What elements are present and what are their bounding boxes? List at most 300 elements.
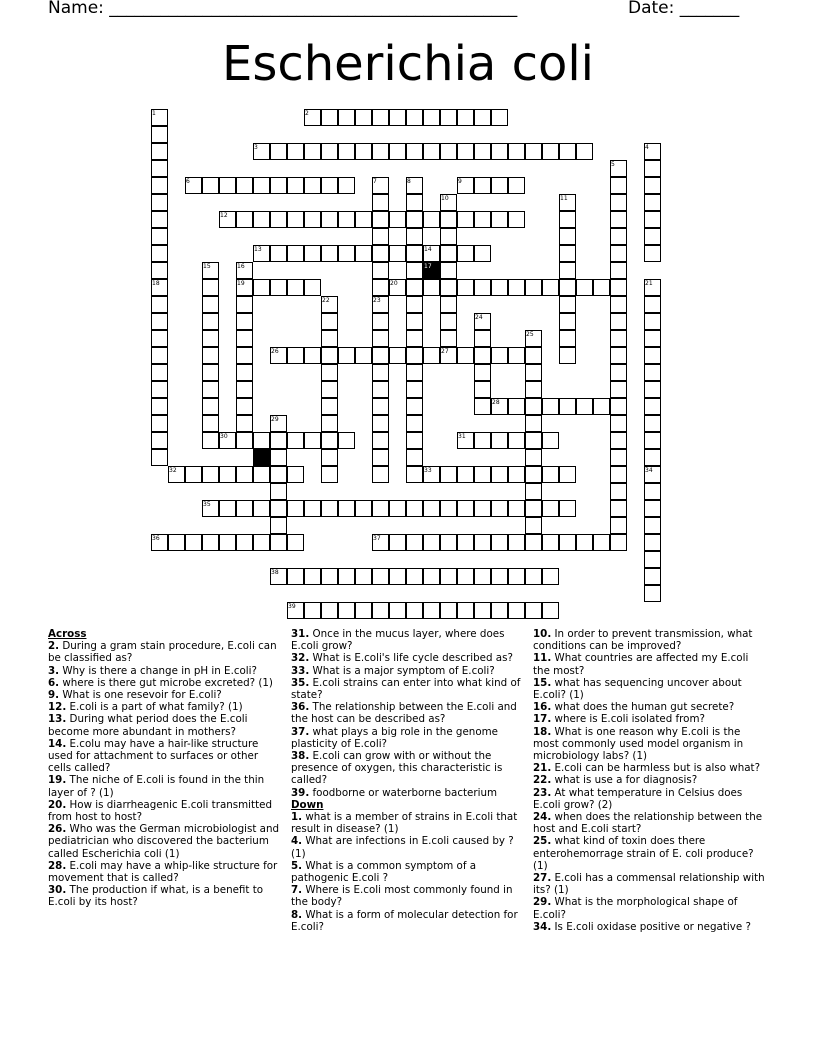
grid-cell[interactable]: [559, 262, 576, 279]
grid-cell[interactable]: [202, 466, 219, 483]
grid-cell[interactable]: [270, 211, 287, 228]
grid-cell[interactable]: [321, 245, 338, 262]
grid-cell[interactable]: [321, 449, 338, 466]
grid-cell[interactable]: [185, 534, 202, 551]
grid-cell[interactable]: [440, 466, 457, 483]
grid-cell[interactable]: [406, 381, 423, 398]
grid-cell[interactable]: [406, 432, 423, 449]
grid-cell[interactable]: [151, 126, 168, 143]
grid-cell[interactable]: [202, 313, 219, 330]
grid-cell[interactable]: [474, 364, 491, 381]
grid-cell[interactable]: [389, 602, 406, 619]
grid-cell[interactable]: [457, 534, 474, 551]
grid-cell[interactable]: [508, 602, 525, 619]
grid-cell[interactable]: [423, 568, 440, 585]
grid-cell[interactable]: [270, 534, 287, 551]
grid-cell[interactable]: [321, 398, 338, 415]
grid-cell[interactable]: [355, 602, 372, 619]
grid-cell[interactable]: [406, 194, 423, 211]
grid-cell[interactable]: [559, 279, 576, 296]
grid-cell[interactable]: [559, 534, 576, 551]
grid-cell[interactable]: [253, 432, 270, 449]
grid-cell[interactable]: [593, 279, 610, 296]
grid-cell[interactable]: [508, 500, 525, 517]
grid-cell[interactable]: [202, 534, 219, 551]
grid-cell[interactable]: [304, 568, 321, 585]
grid-cell[interactable]: [474, 279, 491, 296]
grid-cell[interactable]: [525, 279, 542, 296]
grid-cell[interactable]: [440, 568, 457, 585]
grid-cell[interactable]: [491, 500, 508, 517]
grid-cell[interactable]: [151, 143, 168, 160]
grid-cell[interactable]: [338, 568, 355, 585]
grid-cell[interactable]: [304, 177, 321, 194]
grid-cell[interactable]: [287, 143, 304, 160]
grid-cell[interactable]: [423, 500, 440, 517]
grid-cell[interactable]: [321, 109, 338, 126]
grid-cell[interactable]: [338, 143, 355, 160]
grid-cell[interactable]: [644, 347, 661, 364]
grid-cell[interactable]: [287, 534, 304, 551]
grid-cell[interactable]: [542, 398, 559, 415]
grid-cell[interactable]: [406, 211, 423, 228]
grid-cell[interactable]: [304, 143, 321, 160]
grid-cell[interactable]: [372, 415, 389, 432]
grid-cell[interactable]: [474, 143, 491, 160]
grid-cell[interactable]: [287, 211, 304, 228]
grid-cell[interactable]: [644, 398, 661, 415]
grid-cell[interactable]: [644, 585, 661, 602]
grid-cell[interactable]: [287, 568, 304, 585]
grid-cell[interactable]: [474, 534, 491, 551]
grid-cell[interactable]: [474, 466, 491, 483]
grid-cell[interactable]: [236, 466, 253, 483]
grid-cell[interactable]: [610, 398, 627, 415]
grid-cell[interactable]: [440, 500, 457, 517]
grid-cell[interactable]: [610, 432, 627, 449]
grid-cell[interactable]: [491, 279, 508, 296]
grid-cell[interactable]: [338, 602, 355, 619]
grid-cell[interactable]: [457, 211, 474, 228]
grid-cell[interactable]: [406, 398, 423, 415]
grid-cell[interactable]: [457, 466, 474, 483]
grid-cell[interactable]: [440, 602, 457, 619]
grid-cell[interactable]: [151, 381, 168, 398]
grid-cell[interactable]: [559, 313, 576, 330]
grid-cell[interactable]: [287, 500, 304, 517]
grid-cell[interactable]: [525, 415, 542, 432]
grid-cell[interactable]: [457, 143, 474, 160]
grid-cell[interactable]: [525, 143, 542, 160]
grid-cell[interactable]: [542, 534, 559, 551]
grid-cell[interactable]: [389, 211, 406, 228]
grid-cell[interactable]: [525, 432, 542, 449]
grid-cell[interactable]: [338, 500, 355, 517]
grid-cell[interactable]: [576, 279, 593, 296]
grid-cell[interactable]: [423, 347, 440, 364]
grid-cell[interactable]: [525, 381, 542, 398]
grid-cell[interactable]: [355, 568, 372, 585]
grid-cell[interactable]: [610, 449, 627, 466]
grid-cell[interactable]: [474, 568, 491, 585]
grid-cell[interactable]: [321, 330, 338, 347]
grid-cell[interactable]: [542, 432, 559, 449]
grid-cell[interactable]: [287, 432, 304, 449]
grid-cell[interactable]: [355, 500, 372, 517]
date-field[interactable]: Date: _______: [628, 0, 740, 18]
grid-cell[interactable]: [576, 534, 593, 551]
grid-cell[interactable]: [355, 143, 372, 160]
grid-cell[interactable]: [270, 177, 287, 194]
grid-cell[interactable]: [423, 143, 440, 160]
grid-cell[interactable]: [372, 109, 389, 126]
grid-cell[interactable]: [304, 279, 321, 296]
grid-cell[interactable]: [151, 330, 168, 347]
grid-cell[interactable]: [525, 398, 542, 415]
grid-cell[interactable]: [372, 364, 389, 381]
grid-cell[interactable]: [474, 602, 491, 619]
grid-cell[interactable]: [406, 330, 423, 347]
grid-cell[interactable]: [644, 194, 661, 211]
grid-cell[interactable]: [304, 347, 321, 364]
grid-cell[interactable]: [253, 534, 270, 551]
grid-cell[interactable]: [406, 415, 423, 432]
grid-cell[interactable]: [644, 517, 661, 534]
grid-cell[interactable]: [270, 483, 287, 500]
grid-cell[interactable]: [610, 177, 627, 194]
grid-cell[interactable]: [440, 296, 457, 313]
grid-cell[interactable]: [440, 228, 457, 245]
grid-cell[interactable]: [508, 279, 525, 296]
grid-cell[interactable]: [372, 449, 389, 466]
grid-cell[interactable]: [474, 109, 491, 126]
grid-cell[interactable]: [610, 279, 627, 296]
grid-cell[interactable]: [644, 381, 661, 398]
grid-cell[interactable]: [644, 415, 661, 432]
grid-cell[interactable]: [576, 143, 593, 160]
grid-cell[interactable]: [644, 500, 661, 517]
grid-cell[interactable]: [559, 245, 576, 262]
grid-cell[interactable]: [644, 296, 661, 313]
grid-cell[interactable]: [440, 262, 457, 279]
grid-cell[interactable]: [559, 347, 576, 364]
grid-cell[interactable]: [406, 228, 423, 245]
grid-cell[interactable]: [406, 143, 423, 160]
grid-cell[interactable]: [219, 534, 236, 551]
grid-cell[interactable]: [474, 398, 491, 415]
grid-cell[interactable]: [423, 534, 440, 551]
grid-cell[interactable]: [202, 347, 219, 364]
grid-cell[interactable]: [474, 245, 491, 262]
grid-cell[interactable]: [202, 177, 219, 194]
grid-cell[interactable]: [304, 432, 321, 449]
grid-cell[interactable]: [559, 228, 576, 245]
grid-cell[interactable]: [304, 602, 321, 619]
grid-cell[interactable]: [406, 568, 423, 585]
grid-cell[interactable]: [610, 262, 627, 279]
grid-cell[interactable]: [644, 364, 661, 381]
grid-cell[interactable]: [151, 364, 168, 381]
grid-cell[interactable]: [202, 381, 219, 398]
grid-cell[interactable]: [491, 211, 508, 228]
grid-cell[interactable]: [151, 347, 168, 364]
grid-cell[interactable]: [610, 534, 627, 551]
grid-cell[interactable]: [593, 398, 610, 415]
grid-cell[interactable]: [321, 381, 338, 398]
grid-cell[interactable]: [508, 211, 525, 228]
grid-cell[interactable]: [338, 347, 355, 364]
grid-cell[interactable]: [151, 296, 168, 313]
grid-cell[interactable]: [576, 398, 593, 415]
grid-cell[interactable]: [491, 347, 508, 364]
grid-cell[interactable]: [287, 279, 304, 296]
grid-cell[interactable]: [644, 551, 661, 568]
grid-cell[interactable]: [610, 330, 627, 347]
grid-cell[interactable]: [321, 347, 338, 364]
grid-cell[interactable]: [321, 568, 338, 585]
grid-cell[interactable]: [474, 211, 491, 228]
grid-cell[interactable]: [389, 347, 406, 364]
grid-cell[interactable]: [525, 500, 542, 517]
grid-cell[interactable]: [525, 364, 542, 381]
grid-cell[interactable]: [321, 211, 338, 228]
grid-cell[interactable]: [525, 466, 542, 483]
grid-cell[interactable]: [372, 143, 389, 160]
grid-cell[interactable]: [270, 279, 287, 296]
grid-cell[interactable]: [372, 466, 389, 483]
grid-cell[interactable]: [474, 432, 491, 449]
grid-cell[interactable]: [610, 313, 627, 330]
grid-cell[interactable]: [202, 296, 219, 313]
grid-cell[interactable]: [372, 602, 389, 619]
grid-cell[interactable]: [321, 313, 338, 330]
grid-cell[interactable]: [338, 177, 355, 194]
grid-cell[interactable]: [236, 211, 253, 228]
grid-cell[interactable]: [236, 381, 253, 398]
grid-cell[interactable]: [542, 279, 559, 296]
grid-cell[interactable]: [644, 177, 661, 194]
grid-cell[interactable]: [644, 160, 661, 177]
grid-cell[interactable]: [355, 245, 372, 262]
grid-cell[interactable]: [151, 432, 168, 449]
grid-cell[interactable]: [508, 432, 525, 449]
grid-cell[interactable]: [372, 245, 389, 262]
grid-cell[interactable]: [508, 466, 525, 483]
grid-cell[interactable]: [491, 602, 508, 619]
grid-cell[interactable]: [610, 211, 627, 228]
grid-cell[interactable]: [508, 143, 525, 160]
grid-cell[interactable]: [644, 449, 661, 466]
grid-cell[interactable]: [151, 228, 168, 245]
grid-cell[interactable]: [270, 432, 287, 449]
grid-cell[interactable]: [270, 500, 287, 517]
grid-cell[interactable]: [304, 245, 321, 262]
grid-cell[interactable]: [151, 194, 168, 211]
grid-cell[interactable]: [236, 313, 253, 330]
grid-cell[interactable]: [389, 143, 406, 160]
grid-cell[interactable]: [372, 194, 389, 211]
grid-cell[interactable]: [474, 177, 491, 194]
grid-cell[interactable]: [287, 466, 304, 483]
grid-cell[interactable]: [253, 466, 270, 483]
grid-cell[interactable]: [236, 500, 253, 517]
grid-cell[interactable]: [355, 109, 372, 126]
grid-cell[interactable]: [491, 432, 508, 449]
grid-cell[interactable]: [219, 466, 236, 483]
grid-cell[interactable]: [525, 568, 542, 585]
grid-cell[interactable]: [389, 534, 406, 551]
grid-cell[interactable]: [559, 296, 576, 313]
grid-cell[interactable]: [389, 500, 406, 517]
grid-cell[interactable]: [610, 347, 627, 364]
grid-cell[interactable]: [338, 211, 355, 228]
grid-cell[interactable]: [440, 143, 457, 160]
grid-cell[interactable]: [440, 313, 457, 330]
grid-cell[interactable]: [508, 534, 525, 551]
grid-cell[interactable]: [457, 279, 474, 296]
grid-cell[interactable]: [508, 347, 525, 364]
grid-cell[interactable]: [202, 279, 219, 296]
grid-cell[interactable]: [610, 517, 627, 534]
grid-cell[interactable]: [610, 415, 627, 432]
grid-cell[interactable]: [474, 500, 491, 517]
grid-cell[interactable]: [236, 432, 253, 449]
grid-cell[interactable]: [457, 245, 474, 262]
grid-cell[interactable]: [474, 381, 491, 398]
grid-cell[interactable]: [389, 568, 406, 585]
grid-cell[interactable]: [406, 364, 423, 381]
grid-cell[interactable]: [644, 483, 661, 500]
grid-cell[interactable]: [151, 398, 168, 415]
grid-cell[interactable]: [491, 466, 508, 483]
grid-cell[interactable]: [423, 279, 440, 296]
grid-cell[interactable]: [236, 177, 253, 194]
grid-cell[interactable]: [491, 534, 508, 551]
grid-cell[interactable]: [338, 109, 355, 126]
grid-cell[interactable]: [457, 109, 474, 126]
grid-cell[interactable]: [644, 313, 661, 330]
grid-cell[interactable]: [202, 330, 219, 347]
grid-cell[interactable]: [644, 330, 661, 347]
grid-cell[interactable]: [525, 602, 542, 619]
grid-cell[interactable]: [610, 381, 627, 398]
grid-cell[interactable]: [321, 432, 338, 449]
grid-cell[interactable]: [389, 245, 406, 262]
grid-cell[interactable]: [236, 296, 253, 313]
grid-cell[interactable]: [355, 347, 372, 364]
grid-cell[interactable]: [202, 415, 219, 432]
grid-cell[interactable]: [202, 432, 219, 449]
grid-cell[interactable]: [525, 483, 542, 500]
grid-cell[interactable]: [610, 466, 627, 483]
grid-cell[interactable]: [525, 534, 542, 551]
grid-cell[interactable]: [270, 449, 287, 466]
grid-cell[interactable]: [372, 330, 389, 347]
grid-cell[interactable]: [270, 466, 287, 483]
grid-cell[interactable]: [542, 602, 559, 619]
grid-cell[interactable]: [491, 109, 508, 126]
grid-cell[interactable]: [508, 177, 525, 194]
grid-cell[interactable]: [644, 245, 661, 262]
grid-cell[interactable]: [406, 279, 423, 296]
grid-cell[interactable]: [151, 449, 168, 466]
grid-cell[interactable]: [559, 330, 576, 347]
grid-cell[interactable]: [610, 296, 627, 313]
name-field[interactable]: Name: ________________________________________________: [48, 0, 518, 18]
grid-cell[interactable]: [610, 245, 627, 262]
grid-cell[interactable]: [491, 568, 508, 585]
grid-cell[interactable]: [202, 364, 219, 381]
grid-cell[interactable]: [219, 177, 236, 194]
grid-cell[interactable]: [423, 211, 440, 228]
grid-cell[interactable]: [644, 211, 661, 228]
grid-cell[interactable]: [406, 602, 423, 619]
grid-cell[interactable]: [423, 109, 440, 126]
grid-cell[interactable]: [287, 177, 304, 194]
grid-cell[interactable]: [236, 415, 253, 432]
grid-cell[interactable]: [372, 432, 389, 449]
grid-cell[interactable]: [372, 500, 389, 517]
grid-cell[interactable]: [644, 228, 661, 245]
grid-cell[interactable]: [372, 313, 389, 330]
grid-cell[interactable]: [236, 330, 253, 347]
grid-cell[interactable]: [287, 245, 304, 262]
grid-cell[interactable]: [559, 500, 576, 517]
grid-cell[interactable]: [236, 398, 253, 415]
grid-cell[interactable]: [508, 398, 525, 415]
grid-cell[interactable]: [253, 500, 270, 517]
grid-cell[interactable]: [440, 245, 457, 262]
grid-cell[interactable]: [202, 398, 219, 415]
grid-cell[interactable]: [338, 245, 355, 262]
grid-cell[interactable]: [236, 534, 253, 551]
grid-cell[interactable]: [559, 398, 576, 415]
grid-cell[interactable]: [219, 500, 236, 517]
grid-cell[interactable]: [151, 415, 168, 432]
grid-cell[interactable]: [440, 534, 457, 551]
grid-cell[interactable]: [559, 466, 576, 483]
grid-cell[interactable]: [253, 177, 270, 194]
grid-cell[interactable]: [270, 245, 287, 262]
grid-cell[interactable]: [593, 534, 610, 551]
grid-cell[interactable]: [440, 211, 457, 228]
grid-cell[interactable]: [270, 143, 287, 160]
grid-cell[interactable]: [406, 449, 423, 466]
grid-cell[interactable]: [372, 568, 389, 585]
grid-cell[interactable]: [321, 602, 338, 619]
grid-cell[interactable]: [406, 296, 423, 313]
grid-cell[interactable]: [321, 364, 338, 381]
grid-cell[interactable]: [321, 177, 338, 194]
grid-cell[interactable]: [542, 143, 559, 160]
grid-cell[interactable]: [525, 347, 542, 364]
grid-cell[interactable]: [423, 602, 440, 619]
grid-cell[interactable]: [372, 228, 389, 245]
grid-cell[interactable]: [406, 534, 423, 551]
grid-cell[interactable]: [542, 466, 559, 483]
grid-cell[interactable]: [406, 245, 423, 262]
grid-cell[interactable]: [321, 500, 338, 517]
grid-cell[interactable]: [644, 432, 661, 449]
grid-cell[interactable]: [236, 347, 253, 364]
grid-cell[interactable]: [610, 500, 627, 517]
grid-cell[interactable]: [406, 262, 423, 279]
grid-cell[interactable]: [457, 347, 474, 364]
grid-cell[interactable]: [457, 602, 474, 619]
grid-cell[interactable]: [525, 517, 542, 534]
grid-cell[interactable]: [406, 347, 423, 364]
grid-cell[interactable]: [372, 211, 389, 228]
